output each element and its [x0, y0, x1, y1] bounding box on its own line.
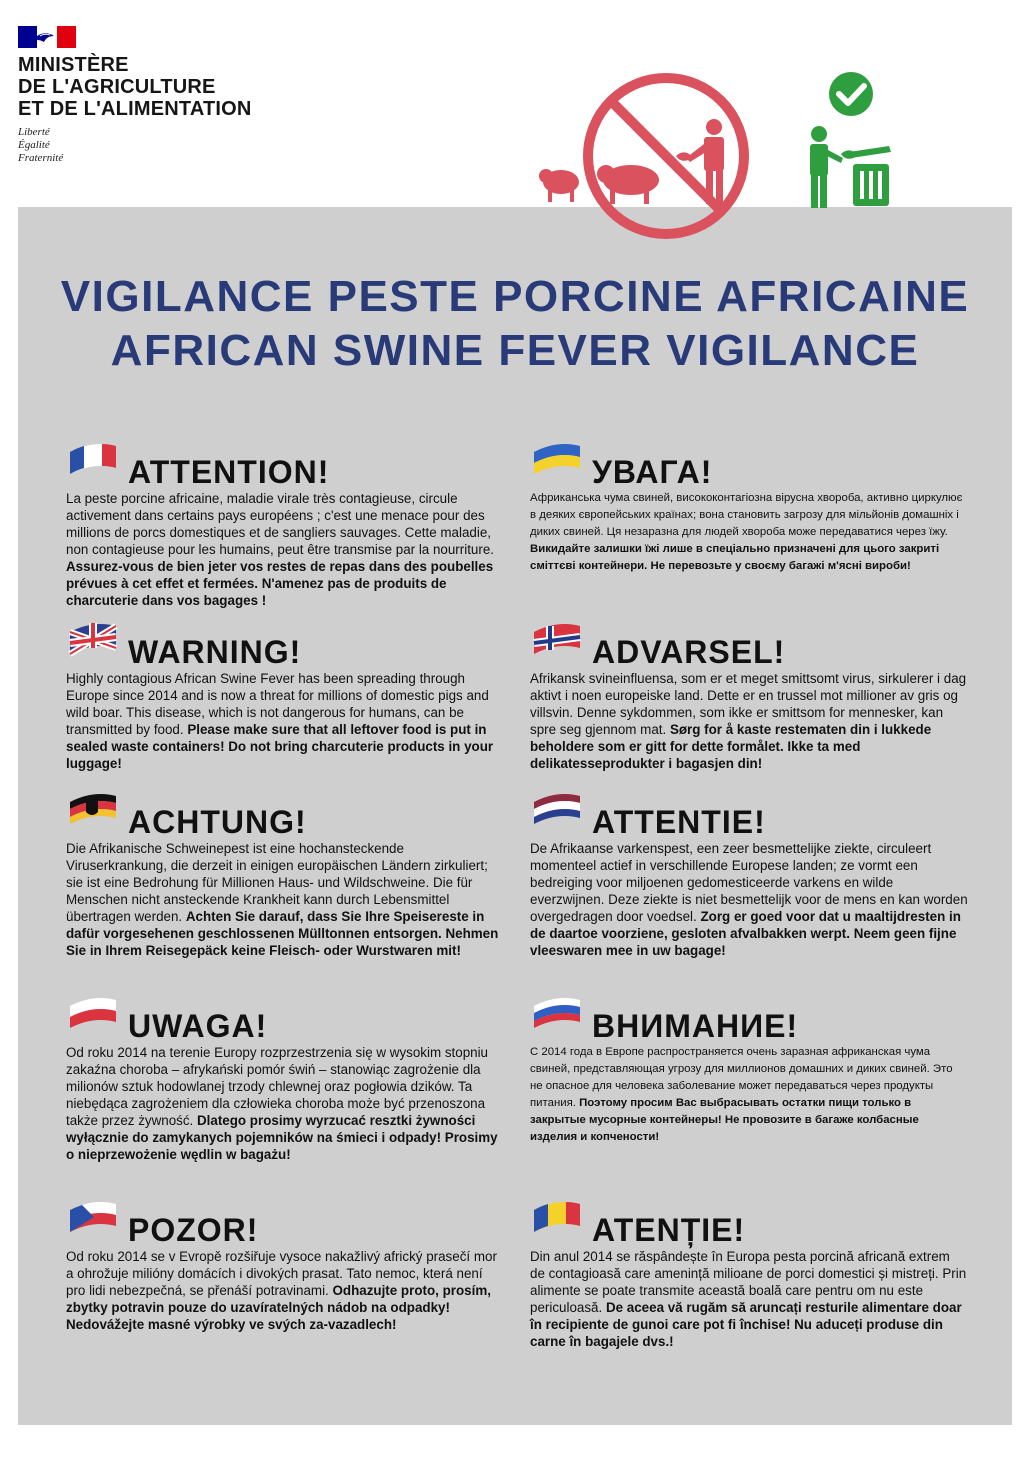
ministry-line-3: ET DE L'ALIMENTATION [18, 98, 252, 120]
section-polish [66, 992, 504, 1163]
heading-french: ATTENTION! [128, 454, 330, 490]
text-norwegian [530, 670, 968, 772]
section-czech [66, 1196, 504, 1333]
text-czech-normal: Od roku 2014 se v Evropě rozšiřuje vysoce nakažlivý africký prasečí mor a ohrožuje milióny domácích i divokých prasat. Tato nemoc, která není pro lidi nebezpečná, se přenáší potravinami. [66, 1249, 497, 1298]
germany-flag-icon [66, 788, 120, 828]
text-dutch [530, 840, 968, 959]
motto-fraternite: Fraternité [18, 152, 64, 164]
text-german [66, 840, 504, 959]
heading-polish: UWAGA! [128, 1008, 268, 1044]
text-ukrainian [530, 490, 968, 575]
motto-liberte: Liberté [18, 126, 50, 138]
marianne-flag-icon [18, 26, 76, 48]
text-english [66, 670, 504, 772]
text-english-normal: Highly contagious African Swine Fever has been spreading through Europe since 2014 and is now a threat for millions of domestic pigs and wild boar. This disease, which is not dangerous for humans, can be transmitted by food. [66, 671, 489, 737]
text-russian-normal: С 2014 года в Европе распространяется очень заразная африканская чума свиней, представляющая угрозу для миллионов домашних и диких свиней. Это не опасное для человека заболевание может передаваться через продукты питания. [530, 1046, 953, 1109]
section-dutch [530, 788, 968, 959]
heading-english: WARNING! [128, 634, 302, 670]
text-dutch-normal: De Afrikaanse varkenspest, een zeer besmettelijke ziekte, circuleert momenteel actief in verschillende Europese landen; ze vormt een bedreiging voor miljoenen gedomesticeerde varkens en wilde everzwijnen. Deze ziekte is niet besmettelijk voor de mens en kan worden overgedragen door voedsel. [530, 841, 968, 924]
uk-flag-icon [66, 618, 120, 658]
text-german-normal: Die Afrikanische Schweinepest ist eine hochansteckende Viruserkrankung, die derzeit in einigen europäischen Ländern zirkuliert; sie ist eine Bedrohung für Millionen Haus- und Wildschweine. Die für Menschen nicht ansteckende Krankheit kann durch Lebensmittel übertragen werden. [66, 841, 488, 924]
france-flag-icon [66, 438, 120, 478]
section-english [66, 618, 504, 772]
romania-flag-icon [530, 1196, 584, 1236]
ukraine-flag-icon [530, 438, 584, 478]
text-french-normal: La peste porcine africaine, maladie virale très contagieuse, circule activement dans certains pays européens ; c'est une menace pour des millions de porcs domestiques et de sangliers sauvages. Cette maladie, non contagieuse pour les humains, peut être transmise par la nourriture. [66, 491, 494, 557]
ministry-line-1: MINISTÈRE [18, 54, 129, 76]
text-romanian-bold: De aceea vă rugăm să aruncați resturile alimentare doar în recipiente de gunoi care pot fi închise! Nu aduceți produse din carne în bagajele dvs.! [530, 1300, 962, 1349]
poland-flag-icon [66, 992, 120, 1032]
text-english-bold: Please make sure that all leftover food is put in sealed waste containers! Do not bring charcuterie products in your luggage! [66, 722, 494, 771]
motto [18, 126, 252, 165]
russia-flag-icon [530, 992, 584, 1032]
text-norwegian-normal: Afrikansk svineinfluensa, som er et meget smittsomt virus, sirkulerer i dag aktivt i noen europeiske land. Dette er en trussel mot millioner av gris og villsvin. Denne sykdommen, som ikke er smittsom for mennesker, kan spre seg gjennom mat. [530, 671, 967, 737]
text-czech-bold: Odhazujte proto, prosím, zbytky potravin pouze do uzavíratelných nádob na odpadky! Nedovážejte masné výrobky ve svých za-vazadlech! [66, 1283, 491, 1332]
section-german [66, 788, 504, 959]
text-czech [66, 1248, 504, 1333]
netherlands-flag-icon [530, 788, 584, 828]
ministry-logo [18, 26, 252, 165]
text-polish-bold: Dlatego prosimy wyrzucać resztki żywności wyłącznie do zamykanych pojemników na śmieci i odpady! Prosimy o nieprzewożenie wędlin w bagażu! [66, 1113, 498, 1162]
norway-flag-icon [530, 618, 584, 658]
section-russian [530, 992, 968, 1146]
text-ukrainian-normal: Африканська чума свиней, висококонтагіозна вірусна хвороба, активно циркулює в деяких європейських країнах; вона становить загрозу для мільйонів домашніх і диких свиней. Ця незаразна для людей хвороба може передаватися через їжу. [530, 492, 963, 538]
ministry-line-2: DE L'AGRICULTURE [18, 76, 216, 98]
text-romanian [530, 1248, 968, 1350]
heading-norwegian: ADVARSEL! [592, 634, 786, 670]
page-title [18, 270, 1012, 378]
title-english: AFRICAN SWINE FEVER VIGILANCE [110, 326, 920, 375]
text-german-bold: Achten Sie darauf, dass Sie Ihre Speisereste in dafür vorgesehenen geschlossenen Mülltonnen entsorgen. Nehmen Sie in Ihrem Reisegepäck keine Fleisch- oder Wurstwaren mit! [66, 909, 499, 958]
heading-romanian: ATENȚIE! [592, 1212, 746, 1248]
heading-german: ACHTUNG! [128, 804, 307, 840]
section-norwegian [530, 618, 968, 772]
text-norwegian-bold: Sørg for å kaste restematen din i lukkede beholdere som er gitt for dette formålet. Ikke ta med delikatesseprodukter i bagasjen din! [530, 722, 932, 771]
text-french [66, 490, 504, 609]
text-russian [530, 1044, 968, 1146]
ministry-name [18, 54, 252, 120]
text-dutch-bold: Zorg er goed voor dat u maaltijdresten in de daartoe voorziene, gesloten afvalbakken werpt. Neem geen fijne vleeswaren mee in uw bagage! [530, 909, 961, 958]
motto-egalite: Égalité [18, 139, 50, 151]
heading-ukrainian: УВАГА! [592, 454, 713, 490]
text-russian-bold: Поэтому просим Вас выбрасывать остатки пищи только в закрытые мусорные контейнеры! Не провозите в багаже колбасные изделия и копчености! [530, 1097, 919, 1143]
heading-russian: ВНИМАНИЕ! [592, 1008, 799, 1044]
no-feeding-pigs-icon [536, 70, 752, 242]
trash-bin-check-icon [805, 70, 893, 208]
title-french: VIGILANCE PESTE PORCINE AFRICAINE [60, 272, 970, 321]
section-french [66, 438, 504, 609]
text-french-bold: Assurez-vous de bien jeter vos restes de repas dans des poubelles prévues à cet effet et fermées. N'amenez pas de produits de charcuterie dans vos bagages ! [66, 559, 494, 608]
text-romanian-normal: Din anul 2014 se răspândește în Europa pesta porcină africană extrem de contagioasă care amenință milioane de porci domestici și mistreți. Prin alimente se poate transmite această boală care pentru om nu este periculoasă. [530, 1249, 967, 1315]
heading-czech: POZOR! [128, 1212, 259, 1248]
text-polish-normal: Od roku 2014 na terenie Europy rozprzestrzenia się w wysokim stopniu zakaźna choroba – afrykański pomór świń – stanowiąc zagrożenie dla milionów sztuk hodowlanej trzody chlewnej oraz pogłowia dzików. Ta niebędąca zagrożeniem dla człowieka choroba może być przenoszona także przez żywność. [66, 1045, 489, 1128]
text-ukrainian-bold: Викидайте залишки їжі лише в спеціально призначені для цього закриті сміттєві контейнери. Не перевозьте у своєму багажі м'ясні вироби! [530, 543, 940, 572]
heading-dutch: ATTENTIE! [592, 804, 766, 840]
section-ukrainian [530, 438, 968, 575]
text-polish [66, 1044, 504, 1163]
czech-flag-icon [66, 1196, 120, 1236]
section-romanian [530, 1196, 968, 1350]
